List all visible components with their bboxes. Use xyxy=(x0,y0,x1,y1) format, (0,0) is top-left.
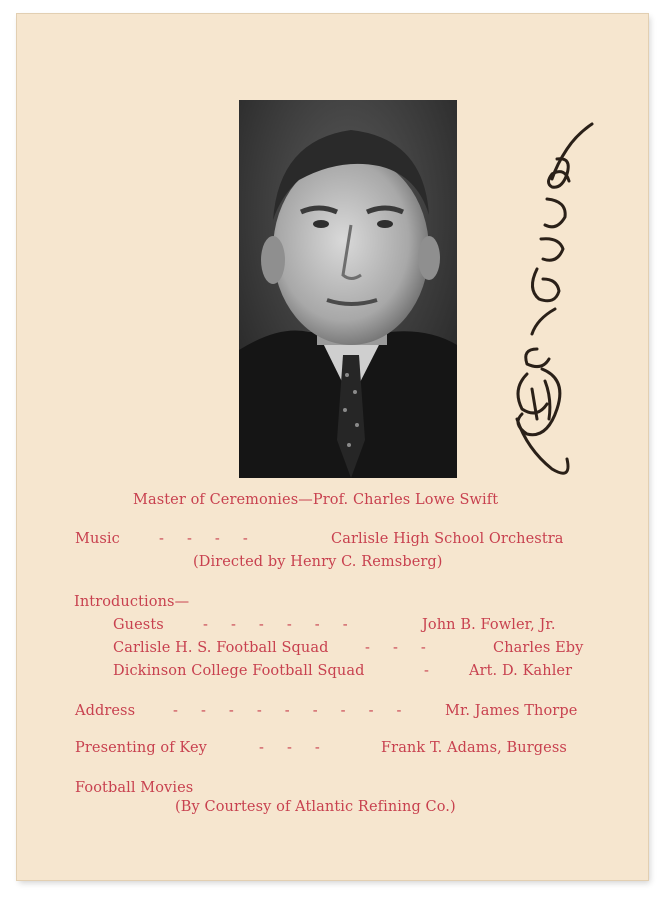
key-leader-dashes: - - - xyxy=(259,740,320,756)
address-label: Address xyxy=(75,703,136,719)
music-note: (Directed by Henry C. Remsberg) xyxy=(193,554,443,570)
autograph-signature xyxy=(497,119,607,489)
presenting-key-value: Frank T. Adams, Burgess xyxy=(381,740,567,756)
program-card xyxy=(17,14,648,880)
dickinson-squad-value: Art. D. Kahler xyxy=(469,663,573,679)
guests-leader-dashes: - - - - - - xyxy=(203,617,348,633)
carlisle-squad-label: Carlisle H. S. Football Squad xyxy=(113,640,329,656)
master-of-ceremonies: Master of Ceremonies—Prof. Charles Lowe Swift xyxy=(133,492,499,508)
football-movies-note: (By Courtesy of Atlantic Refining Co.) xyxy=(175,799,456,815)
carlisle-leader-dashes: - - - xyxy=(365,640,426,656)
presenting-key-label: Presenting of Key xyxy=(75,740,207,756)
music-value: Carlisle High School Orchestra xyxy=(331,531,564,547)
dickinson-squad-label: Dickinson College Football Squad xyxy=(113,663,365,679)
guests-label: Guests xyxy=(113,617,164,633)
dickinson-leader-dashes: - xyxy=(424,663,429,679)
address-value: Mr. James Thorpe xyxy=(445,703,578,719)
portrait-photo xyxy=(239,100,457,478)
music-label: Music xyxy=(75,531,120,547)
carlisle-squad-value: Charles Eby xyxy=(493,640,584,656)
address-leader-dashes: - - - - - - - - - xyxy=(173,703,402,719)
introductions-label: Introductions— xyxy=(74,594,190,610)
guests-value: John B. Fowler, Jr. xyxy=(422,617,556,633)
football-movies-label: Football Movies xyxy=(75,780,194,796)
music-leader-dashes: - - - - xyxy=(159,531,248,547)
